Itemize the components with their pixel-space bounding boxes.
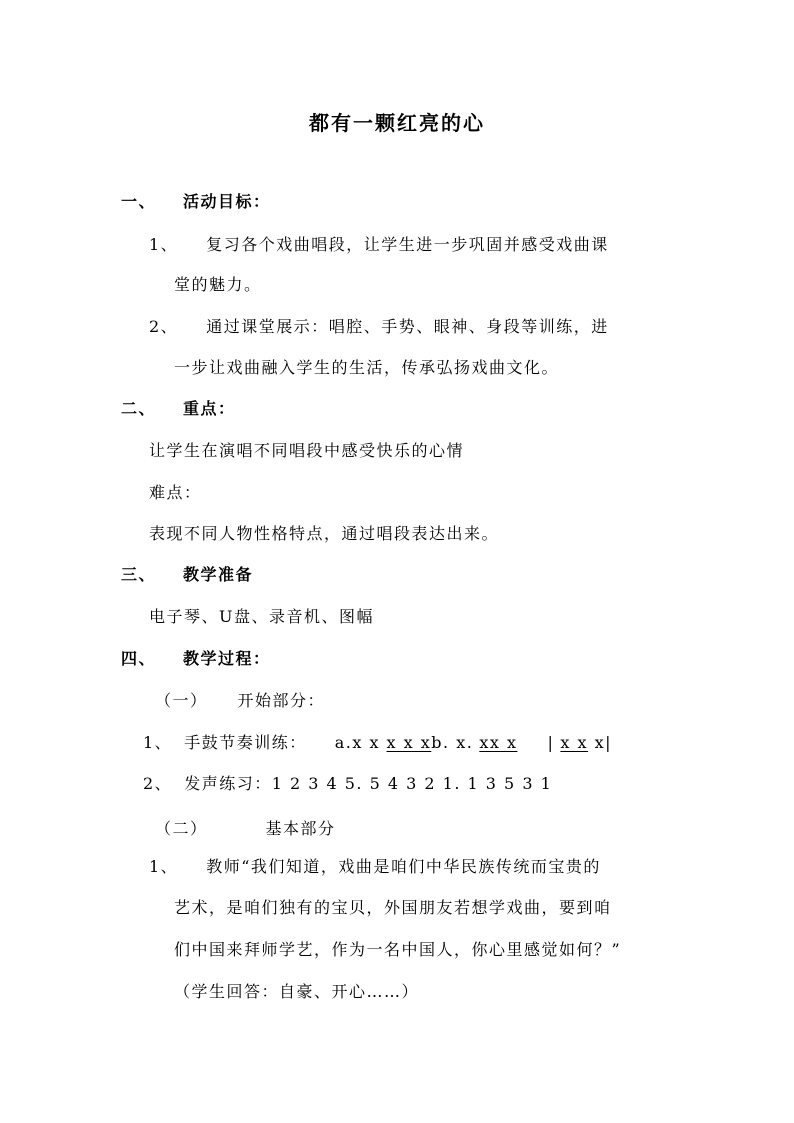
rhythm-seg-a: a.x x bbox=[334, 733, 387, 752]
rhythm-seg-c: b. x. bbox=[431, 733, 474, 752]
teacher-item-1-line-3: 们中国来拜师学艺，作为一名中国人，你心里感觉如何？” bbox=[174, 940, 622, 959]
section-2-number: 二、 bbox=[121, 399, 157, 418]
rhythm-seg-g: x| bbox=[588, 733, 613, 752]
document-title: 都有一颗红亮的心 bbox=[309, 111, 485, 135]
difficulty-text: 表现不同人物性格特点，通过唱段表达出来。 bbox=[149, 524, 500, 543]
goal-item-1-line-2: 堂的魅力。 bbox=[174, 275, 262, 294]
rhythm-seg-b: x x x bbox=[386, 733, 432, 752]
key-point-text: 让学生在演唱不同唱段中感受快乐的心情 bbox=[149, 441, 465, 460]
teacher-item-1-line-1: 教师“我们知道，戏曲是咱们中华民族传统而宝贵的 bbox=[206, 857, 601, 876]
rhythm-training bbox=[143, 732, 612, 754]
goal-item-1-number: 1、 bbox=[149, 235, 179, 254]
vocal-number: 2、 bbox=[143, 774, 173, 793]
teacher-item-1-line-2: 艺术，是咱们独有的宝贝，外国朋友若想学戏曲，要到咱 bbox=[174, 898, 612, 917]
section-2-heading bbox=[121, 398, 236, 420]
goal-item-2-number: 2、 bbox=[149, 317, 179, 336]
part-1-heading bbox=[155, 690, 325, 712]
part-2-label: （二） bbox=[155, 819, 208, 838]
section-4-heading bbox=[121, 648, 271, 670]
goal-item-2-line-2: 一步让戏曲融入学生的生活，传承弘扬戏曲文化。 bbox=[174, 358, 560, 377]
section-1-number: 一、 bbox=[121, 192, 157, 211]
difficulty-label: 难点： bbox=[149, 483, 202, 502]
goal-item-2-line-1: 通过课堂展示：唱腔、手势、眼神、身段等训练，进 bbox=[206, 317, 609, 336]
materials-text: 电子琴、U盘、录音机、图幅 bbox=[149, 607, 374, 626]
section-1-heading bbox=[121, 191, 271, 213]
part-1-label: （一） bbox=[155, 691, 208, 710]
rhythm-seg-d: xx x bbox=[479, 733, 518, 752]
vocal-practice bbox=[143, 773, 552, 795]
part-1-title: 开始部分： bbox=[237, 691, 326, 710]
section-2-title: 重点： bbox=[183, 399, 236, 418]
section-1-title: 活动目标： bbox=[183, 192, 271, 211]
teacher-item-1-line-4: （学生回答：自豪、开心……） bbox=[174, 982, 420, 1001]
section-4-title: 教学过程： bbox=[183, 649, 271, 668]
goal-item-1 bbox=[149, 234, 609, 256]
rhythm-seg-f: x x bbox=[560, 733, 589, 752]
section-3-title: 教学准备 bbox=[183, 565, 254, 584]
rhythm-label: 手鼓节奏训练： bbox=[184, 733, 307, 752]
goal-item-1-line-1: 复习各个戏曲唱段，让学生进一步巩固并感受戏曲课 bbox=[206, 235, 609, 254]
section-4-number: 四、 bbox=[121, 649, 157, 668]
rhythm-seg-e: | bbox=[547, 733, 555, 752]
goal-item-2 bbox=[149, 316, 609, 338]
section-3-heading bbox=[121, 564, 253, 586]
teacher-item-1 bbox=[149, 856, 601, 878]
vocal-text: 发声练习：1 2 3 4 5. 5 4 3 2 1. 1 3 5 3 1 bbox=[184, 774, 553, 793]
teacher-item-1-number: 1、 bbox=[149, 857, 179, 876]
rhythm-number: 1、 bbox=[143, 733, 173, 752]
part-2-heading bbox=[155, 818, 336, 840]
part-2-title: 基本部分 bbox=[265, 819, 336, 838]
section-3-number: 三、 bbox=[121, 565, 157, 584]
